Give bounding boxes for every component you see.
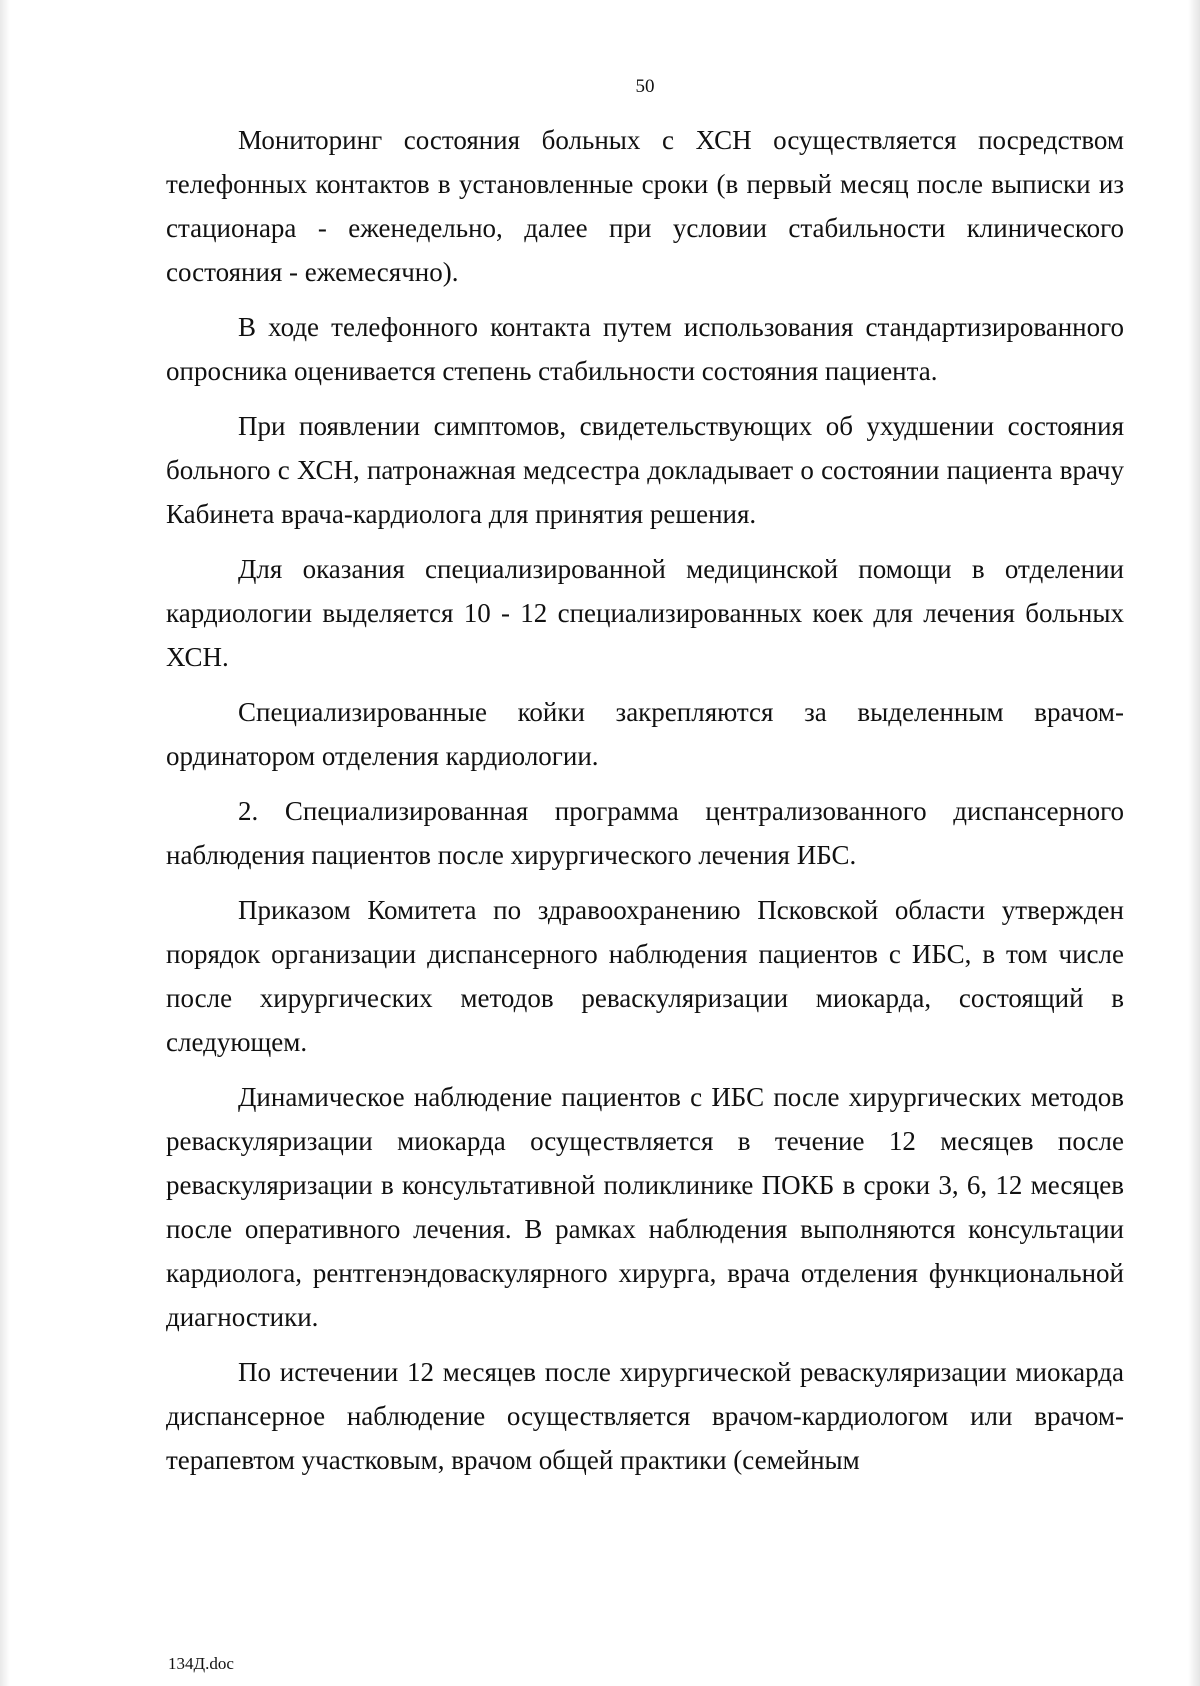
paragraph-monitoring: Мониторинг состояния больных с ХСН осуществляется посредством телефонных контактов в установленные сроки (в первый месяц после выписки из стационара - еженедельно, далее при условии стабильности клинического состояния - ежемесячно).	[166, 125, 1124, 287]
paragraph-order: Приказом Комитета по здравоохранению Псковской области утвержден порядок организации диспансерного наблюдения пациентов с ИБС, в том числе после хирургических методов реваскуляризации миокарда, состоящий в следующем.	[166, 895, 1124, 1057]
footer-filename: 134Д.doc	[168, 1654, 234, 1673]
paragraph-phone-contact: В ходе телефонного контакта путем использования стандартизированного опросника оценивается степень стабильности состояния пациента.	[166, 312, 1124, 386]
paragraph-dynamic-observation: Динамическое наблюдение пациентов с ИБС после хирургических методов реваскуляризации миокарда осуществляется в течение 12 месяцев после реваскуляризации в консультативной поликлинике ПОКБ в сроки 3, 6, 12 месяцев после оперативного лечения. В рамках наблюдения выполняются консультации кардиолога, рентгенэндоваскулярного хирурга, врача отделения функциональной диагностики.	[166, 1082, 1124, 1332]
scan-edge-left	[0, 0, 10, 1686]
paragraph-symptoms: При появлении симптомов, свидетельствующих об ухудшении состояния больного с ХСН, патронажная медсестра докладывает о состоянии пациента врачу Кабинета врача-кардиолога для принятия решения.	[166, 411, 1124, 529]
paragraph-beds: Специализированные койки закрепляются за выделенным врачом-ординатором отделения кардиологии.	[166, 697, 1124, 771]
body-text	[166, 118, 1124, 1493]
paragraph-after-12-months: По истечении 12 месяцев после хирургической реваскуляризации миокарда диспансерное наблюдение осуществляется врачом-кардиологом или врачом-терапевтом участковым, врачом общей практики (семейным	[166, 1357, 1124, 1475]
page-number: 50	[635, 76, 655, 97]
scan-edge-right	[1188, 0, 1200, 1686]
paragraph-specialized-care: Для оказания специализированной медицинской помощи в отделении кардиологии выделяется 10 - 12 специализированных коек для лечения больных ХСН.	[166, 554, 1124, 672]
paragraph-program-2: 2. Специализированная программа централизованного диспансерного наблюдения пациентов после хирургического лечения ИБС.	[166, 796, 1124, 870]
